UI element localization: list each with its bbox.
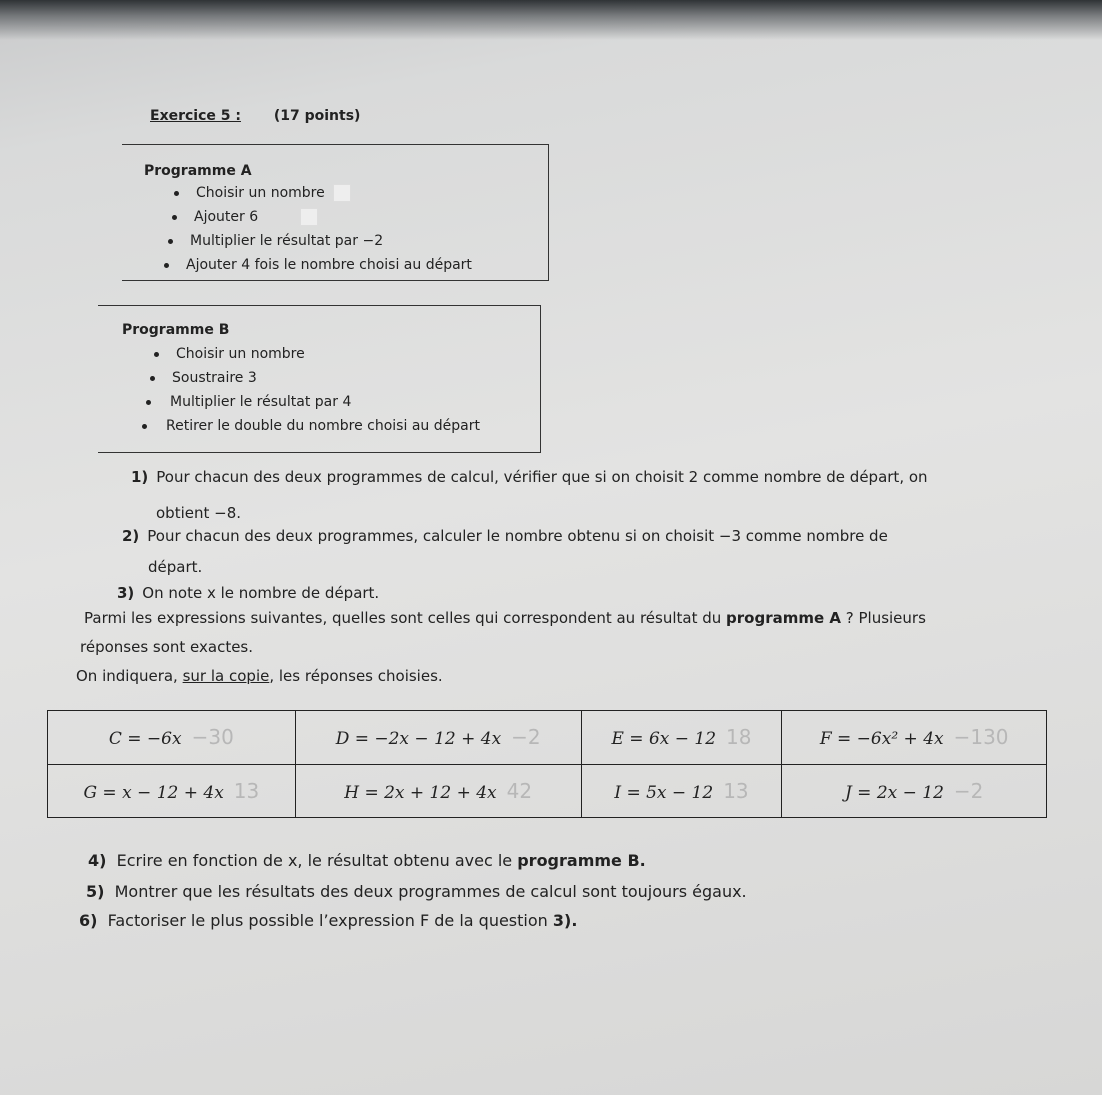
program-b-step: Soustraire 3 (98, 366, 540, 390)
program-a-steps (122, 181, 548, 277)
table-cell: D = −2x − 12 + 4x −2 (295, 711, 581, 765)
program-a-title: Programme A (144, 163, 252, 179)
question-2-continued: départ. (148, 558, 203, 576)
question-1: 1) Pour chacun des deux programmes de calcul, vérifier que si on choisit 2 comme nombre de départ, on (131, 468, 928, 486)
table-cell: H = 2x + 12 + 4x 42 (295, 764, 581, 818)
table-row (48, 764, 1047, 818)
question-3: 3) On note x le nombre de départ. (117, 584, 380, 602)
question-3-paragraph: Parmi les expressions suivantes, quelles sont celles qui correspondent au résultat du programme A ? Plusieurs (84, 609, 926, 627)
table-cell: F = −6x² + 4x −130 (782, 711, 1047, 765)
table-cell: I = 5x − 12 13 (581, 764, 782, 818)
program-b-title: Programme B (122, 322, 230, 338)
handwritten-note: 18 (726, 725, 752, 750)
question-4: 4) Ecrire en fonction de x, le résultat obtenu avec le programme B. (88, 851, 646, 870)
expressions-table (47, 710, 1047, 818)
program-b-steps (98, 342, 540, 438)
table-cell: E = 6x − 12 18 (581, 711, 782, 765)
program-b-box (98, 305, 541, 453)
exercise-title (150, 108, 360, 124)
top-shadow (0, 0, 1102, 40)
program-b-step: Retirer le double du nombre choisi au départ (98, 414, 540, 438)
table-cell: J = 2x − 12 −2 (782, 764, 1047, 818)
blank-square-icon (300, 208, 318, 226)
program-b-step: Choisir un nombre (98, 342, 540, 366)
table-cell: G = x − 12 + 4x 13 (48, 764, 296, 818)
program-a-step: Choisir un nombre (122, 181, 548, 205)
table-row (48, 711, 1047, 765)
handwritten-note: 13 (723, 778, 749, 803)
question-6: 6) Factoriser le plus possible l’expression F de la question 3). (79, 911, 578, 930)
question-3-paragraph-line2: réponses sont exactes. (80, 638, 254, 656)
handwritten-note: −30 (191, 725, 234, 750)
handwritten-note: −2 (511, 725, 541, 750)
question-5: 5) Montrer que les résultats des deux programmes de calcul sont toujours égaux. (86, 882, 747, 901)
question-1-continued: obtient −8. (156, 504, 242, 522)
blank-square-icon (333, 184, 351, 202)
program-a-step: Ajouter 6 (122, 205, 548, 229)
program-a-step: Ajouter 4 fois le nombre choisi au départ (122, 253, 548, 277)
table-cell: C = −6x −30 (48, 711, 296, 765)
program-a-box (122, 144, 549, 281)
handwritten-note: −130 (953, 725, 1009, 750)
exercise-points: (17 points) (273, 108, 361, 124)
program-b-step: Multiplier le résultat par 4 (98, 390, 540, 414)
exercise-number: Exercice 5 : (150, 108, 241, 124)
question-2: 2) Pour chacun des deux programmes, calculer le nombre obtenu si on choisit −3 comme nombre de (122, 527, 888, 545)
program-a-step: Multiplier le résultat par −2 (122, 229, 548, 253)
question-3-instruction: On indiquera, sur la copie, les réponses choisies. (76, 667, 443, 685)
handwritten-note: 42 (506, 778, 533, 803)
handwritten-note: −2 (953, 778, 984, 803)
handwritten-note: 13 (233, 778, 260, 803)
